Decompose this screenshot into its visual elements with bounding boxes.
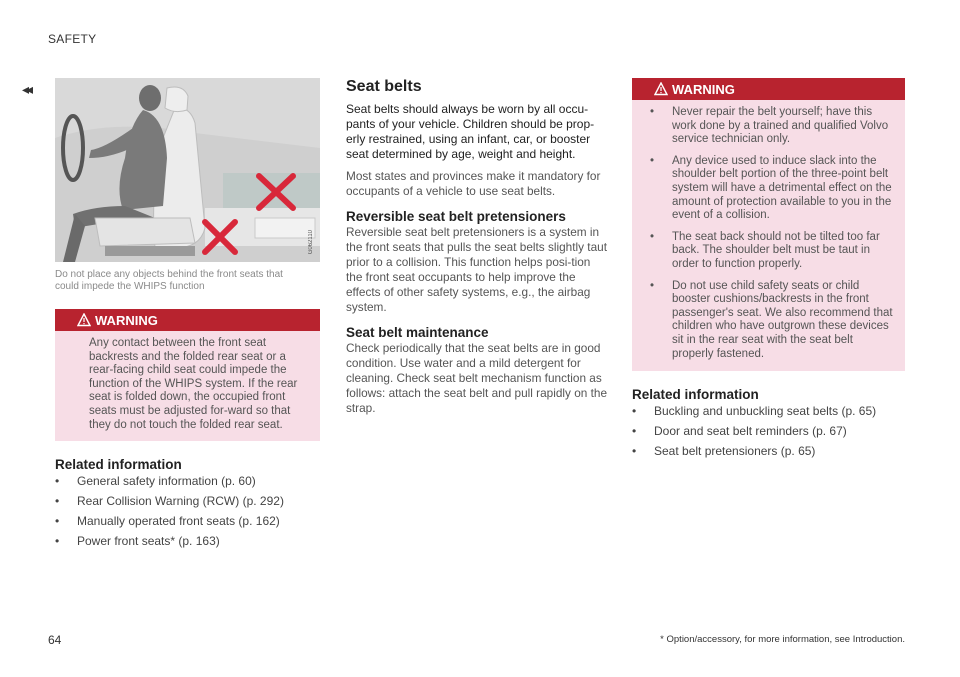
maintenance-text: Check periodically that the seat belts are in good condition. Use water and a mild detergent for cleaning. Check seat belt mechanism function as follows: attach the seat belt and pull rapidly on the strap. bbox=[346, 341, 608, 415]
warning-triangle-icon bbox=[654, 82, 668, 96]
warning-title: WARNING bbox=[95, 312, 158, 328]
warning-triangle-icon bbox=[77, 313, 91, 327]
warning-text: Any contact between the front seat backrests and the folded rear seat or a rear-facing child seat could impede the function of the WHIPS system. If the rear seat is folded down, the occupied front seats must be adjusted for-ward so that they do not touch the folded rear seat. bbox=[89, 337, 298, 431]
page-number: 64 bbox=[48, 633, 62, 647]
related-link[interactable]: • General safety information (p. 60) bbox=[55, 474, 320, 488]
warning-item: • Do not use child safety seats or child booster cushions/backrests in the front passenger's seat. We also recommend that children who have outgrown these devices sit in the rear seat with the seat belt properly fastened. bbox=[650, 280, 893, 362]
warning-list bbox=[632, 100, 905, 371]
footnote: * Option/accessory, for more information, see Introduction. bbox=[660, 634, 905, 645]
related-info-list bbox=[55, 474, 320, 548]
whips-illustration bbox=[55, 78, 320, 262]
related-info-title: Related information bbox=[55, 457, 182, 473]
figure-caption: Do not place any objects behind the front seats that could impede the WHIPS function bbox=[55, 269, 283, 292]
column-middle bbox=[346, 78, 608, 416]
figure-code: G062110 bbox=[308, 229, 314, 254]
section-title-seat-belts: Seat belts bbox=[346, 78, 422, 95]
seat-belts-paragraph: Most states and provinces make it mandatory for occupants of a vehicle to use seat belts. bbox=[346, 169, 601, 198]
related-link[interactable]: • Door and seat belt reminders (p. 67) bbox=[632, 424, 905, 438]
related-link[interactable]: • Rear Collision Warning (RCW) (p. 292) bbox=[55, 494, 320, 508]
column-right bbox=[632, 78, 905, 464]
pretensioners-heading: Reversible seat belt pretensioners bbox=[346, 209, 566, 224]
related-link[interactable]: • Manually operated front seats (p. 162) bbox=[55, 514, 320, 528]
warning-item: • The seat back should not be tilted too far back. The shoulder belt must be taut in order to function properly. bbox=[650, 231, 893, 272]
maintenance-heading: Seat belt maintenance bbox=[346, 325, 489, 340]
warning-header bbox=[632, 78, 905, 100]
column-left bbox=[55, 78, 320, 554]
warning-box-seat-belts bbox=[632, 78, 905, 371]
related-link[interactable]: • Power front seats* (p. 163) bbox=[55, 534, 320, 548]
warning-box-whips bbox=[55, 309, 320, 441]
related-link[interactable]: • Seat belt pretensioners (p. 65) bbox=[632, 444, 905, 458]
warning-item: • Never repair the belt yourself; have this work done by a trained and qualified Volvo service technician only. bbox=[650, 106, 893, 147]
warning-item: • Any device used to induce slack into the shoulder belt portion of the three-point belt system will have a detrimental effect on the amount of protection available to you in the event of a collision. bbox=[650, 155, 893, 223]
warning-title: WARNING bbox=[672, 81, 735, 97]
warning-header bbox=[55, 309, 320, 331]
section-header: SAFETY bbox=[48, 32, 97, 46]
back-arrows-icon[interactable]: ◂◂ bbox=[22, 81, 31, 97]
related-info-title: Related information bbox=[632, 387, 759, 403]
pretensioners-text: Reversible seat belt pretensioners is a system in the front seats that pulls the seat belts slightly taut prior to a collision. This function helps posi-tion the front seat occupants to help improve the effects of other safety systems, e.g., the airbag system. bbox=[346, 225, 607, 314]
seat-illustration-icon bbox=[55, 78, 320, 262]
related-link[interactable]: • Buckling and unbuckling seat belts (p. 65) bbox=[632, 404, 905, 418]
seat-belts-lead: Seat belts should always be worn by all occu-pants of your vehicle. Children should be prop-erly restrained, using an infant, car, or booster seat determined by age, weight and height. bbox=[346, 102, 595, 161]
related-info-list bbox=[632, 404, 905, 458]
